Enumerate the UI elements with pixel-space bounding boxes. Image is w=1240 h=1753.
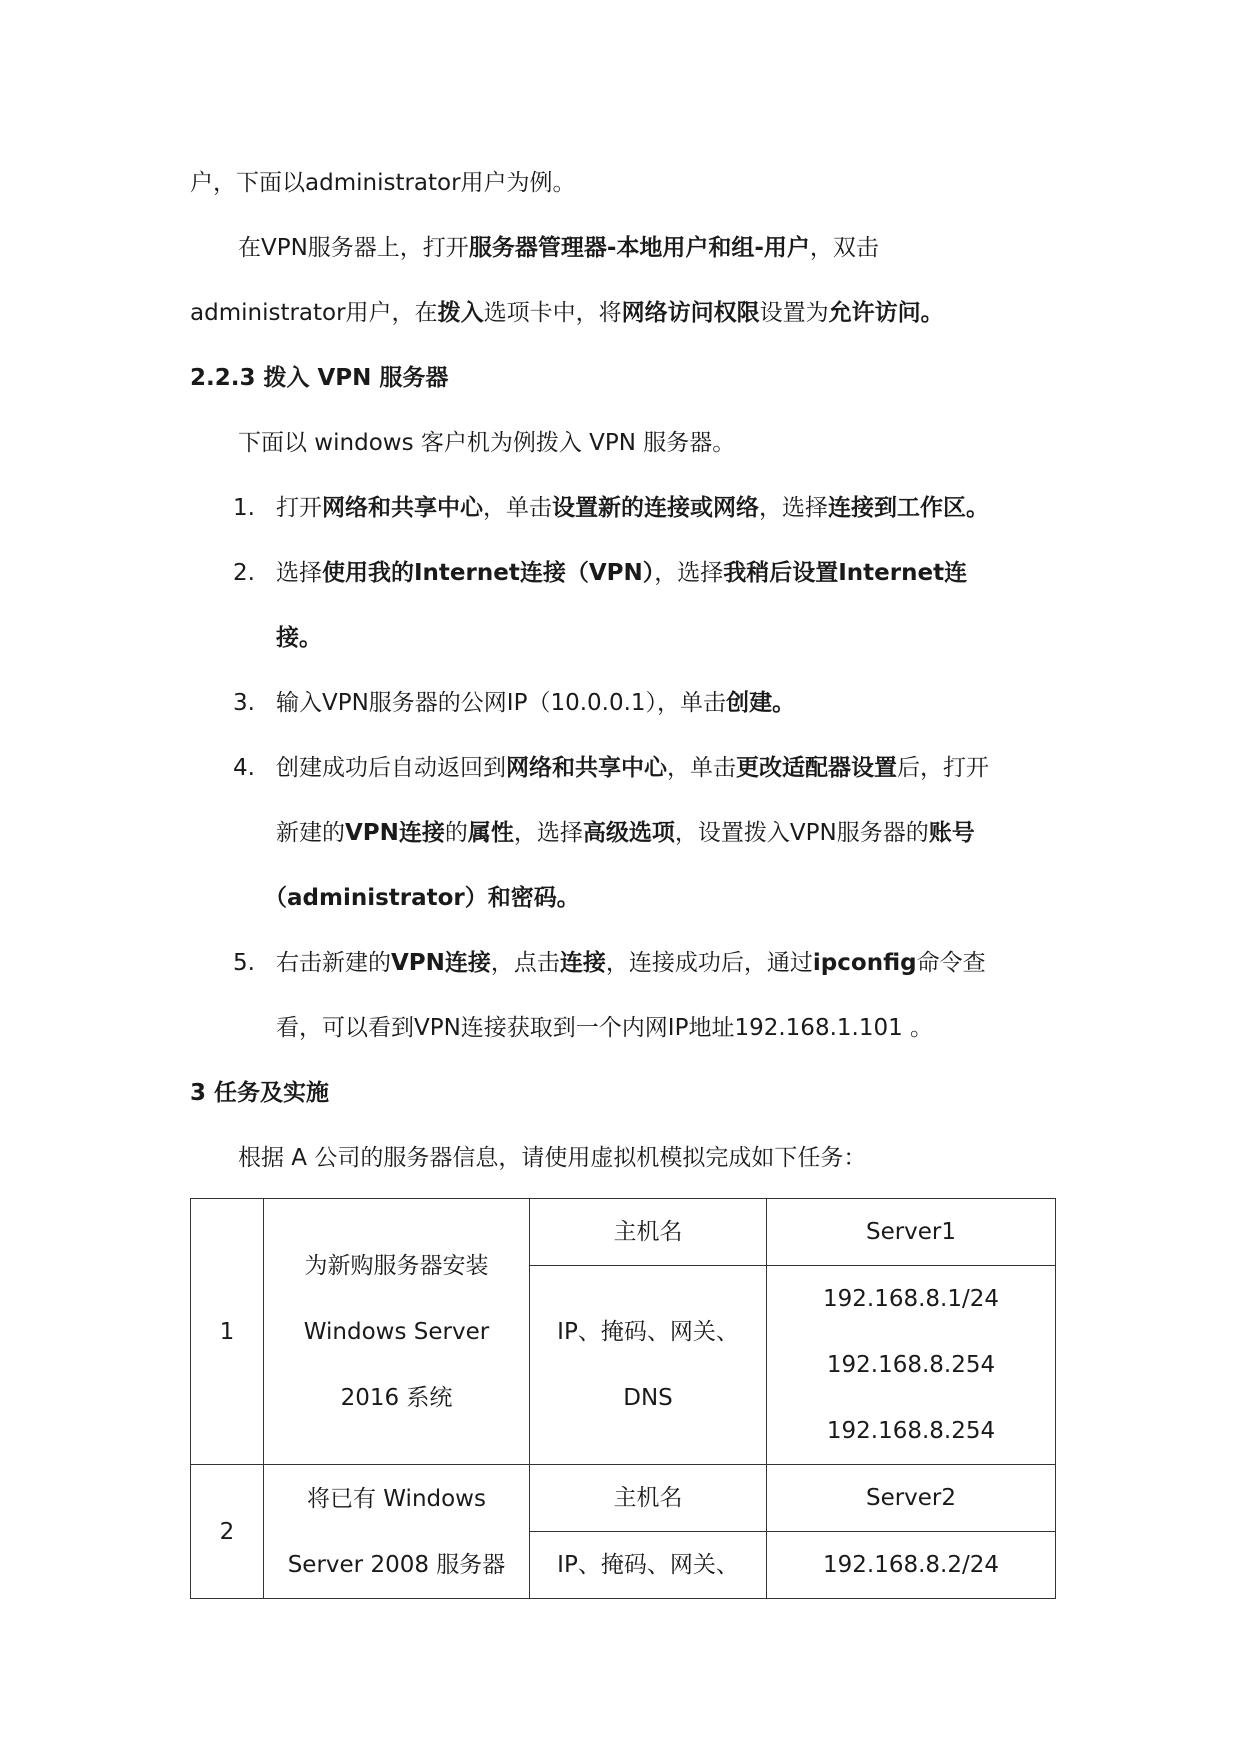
step-4-line-2	[276, 818, 975, 848]
section-heading-3: 3 任务及实施	[190, 1080, 330, 1106]
bold-text-run: ipconfig	[812, 950, 917, 976]
ip-label-line: DNS	[623, 1385, 673, 1411]
text-run: ，选择	[759, 495, 828, 521]
ip-label-line: IP、掩码、网关、	[557, 1319, 739, 1345]
step-4-line-3	[264, 883, 580, 913]
text-run: ，连接成功后，通过	[605, 950, 813, 976]
bold-text-run: 使用我的Internet连接（VPN）	[322, 560, 655, 586]
step-2-number: 2.	[233, 560, 255, 586]
text-run: 选项卡中，将	[483, 300, 622, 326]
bold-text-run: 创建。	[726, 690, 796, 716]
bold-text-run: VPN连接	[391, 950, 491, 976]
task-description-cell	[264, 1199, 530, 1465]
step-3-number: 3.	[233, 690, 255, 716]
hostname-label-cell: 主机名	[530, 1465, 767, 1532]
text-run: 打开	[276, 495, 322, 521]
text-run: ，选择	[654, 560, 724, 586]
text-run: ，选择	[513, 820, 583, 846]
task-description-line: Windows Server	[303, 1318, 490, 1345]
text-run: ，点击	[490, 950, 560, 976]
text-run: 命令查	[916, 950, 986, 976]
bold-text-run: VPN连接	[345, 820, 445, 846]
text-run: ，单击	[483, 495, 552, 521]
task-description-line: 将已有 Windows	[307, 1485, 486, 1512]
table-row	[191, 1199, 1056, 1266]
ip-label-cell: IP、掩码、网关、	[530, 1532, 767, 1599]
task-number-cell: 2	[191, 1465, 264, 1599]
step-4-number: 4.	[233, 755, 255, 781]
step-2-line-1	[276, 558, 967, 588]
section-heading-2-2-3: 2.2.3 拨入 VPN 服务器	[190, 365, 449, 391]
paragraph-task-intro: 根据 A 公司的服务器信息，请使用虚拟机模拟完成如下任务：	[238, 1145, 867, 1171]
paragraph-client-intro: 下面以 windows 客户机为例拨入 VPN 服务器。	[238, 430, 736, 456]
bold-text-run: 网络和共享中心	[506, 755, 667, 781]
bold-text-run: 连接	[559, 950, 606, 976]
text-run: 输入VPN服务器的公网IP（10.0.0.1），单击	[276, 690, 727, 716]
step-5-line-2	[276, 1013, 933, 1043]
task-description-line: 2016 系统	[340, 1384, 453, 1411]
ip-value-cell: 192.168.8.2/24	[767, 1532, 1056, 1599]
step-1-number: 1.	[233, 495, 255, 521]
ip-address-value: 192.168.8.1/24	[822, 1286, 999, 1312]
text-run: 后，打开	[897, 755, 989, 781]
bold-text-run: 属性	[467, 820, 514, 846]
table-row	[191, 1465, 1056, 1532]
bold-text-run: 拨入	[437, 300, 484, 326]
hostname-value-cell: Server2	[767, 1465, 1056, 1532]
bold-text-run: 网络和共享中心	[322, 495, 483, 521]
bold-text-run: 接。	[276, 625, 322, 651]
text-run: 新建的	[276, 820, 345, 846]
text-run: 在VPN服务器上，打开	[238, 235, 469, 261]
hostname-label-cell: 主机名	[530, 1199, 767, 1266]
step-5-number: 5.	[233, 950, 255, 976]
bold-text-run: 服务器管理器-本地用户和组-用户	[468, 235, 810, 261]
step-4-line-1	[276, 753, 989, 783]
task-table	[190, 1198, 1056, 1599]
task-description-line: Server 2008 服务器	[287, 1551, 506, 1578]
bold-text-run: 我稍后设置Internet连	[723, 560, 968, 586]
task-description-cell	[264, 1465, 530, 1599]
text-run: 设置为	[759, 300, 829, 326]
bold-text-run: 设置新的连接或网络	[552, 495, 759, 521]
text-run: 选择	[276, 560, 322, 586]
gateway-value: 192.168.8.254	[826, 1352, 996, 1378]
ip-label-cell	[530, 1266, 767, 1465]
bold-text-run: 高级选项	[582, 820, 675, 846]
bold-text-run: 连接到工作区。	[828, 495, 989, 521]
step-5-line-1	[276, 948, 986, 978]
task-number-cell: 1	[191, 1199, 264, 1465]
paragraph-continuation: 户，下面以administrator用户为例。	[190, 170, 576, 196]
bold-text-run: 允许访问。	[828, 300, 944, 326]
ip-value-cell	[767, 1266, 1056, 1465]
bold-text-run: 更改适配器设置	[736, 755, 897, 781]
paragraph-server-config	[238, 233, 879, 263]
text-run: 创建成功后自动返回到	[276, 755, 506, 781]
step-1-line-1	[276, 493, 989, 523]
text-run: 看，可以看到VPN连接获取到一个内网IP地址192.168.1.101 。	[276, 1015, 934, 1041]
hostname-value-cell: Server1	[767, 1199, 1056, 1266]
text-run: ，设置拨入VPN服务器的	[674, 820, 929, 846]
task-description-line: 为新购服务器安装	[304, 1252, 489, 1279]
text-run: ，单击	[667, 755, 736, 781]
text-run: ，双击	[809, 235, 879, 261]
text-run: 右击新建的	[276, 950, 391, 976]
dns-value: 192.168.8.254	[826, 1418, 996, 1444]
text-run: 的	[444, 820, 468, 846]
step-2-line-2	[276, 623, 322, 653]
step-3-line-1	[276, 688, 795, 718]
paragraph-server-config-cont	[190, 298, 944, 328]
bold-text-run: 账号	[928, 820, 975, 846]
bold-text-run: （administrator）和密码。	[264, 885, 580, 911]
bold-text-run: 网络访问权限	[621, 300, 760, 326]
text-run: administrator用户，在	[190, 300, 438, 326]
